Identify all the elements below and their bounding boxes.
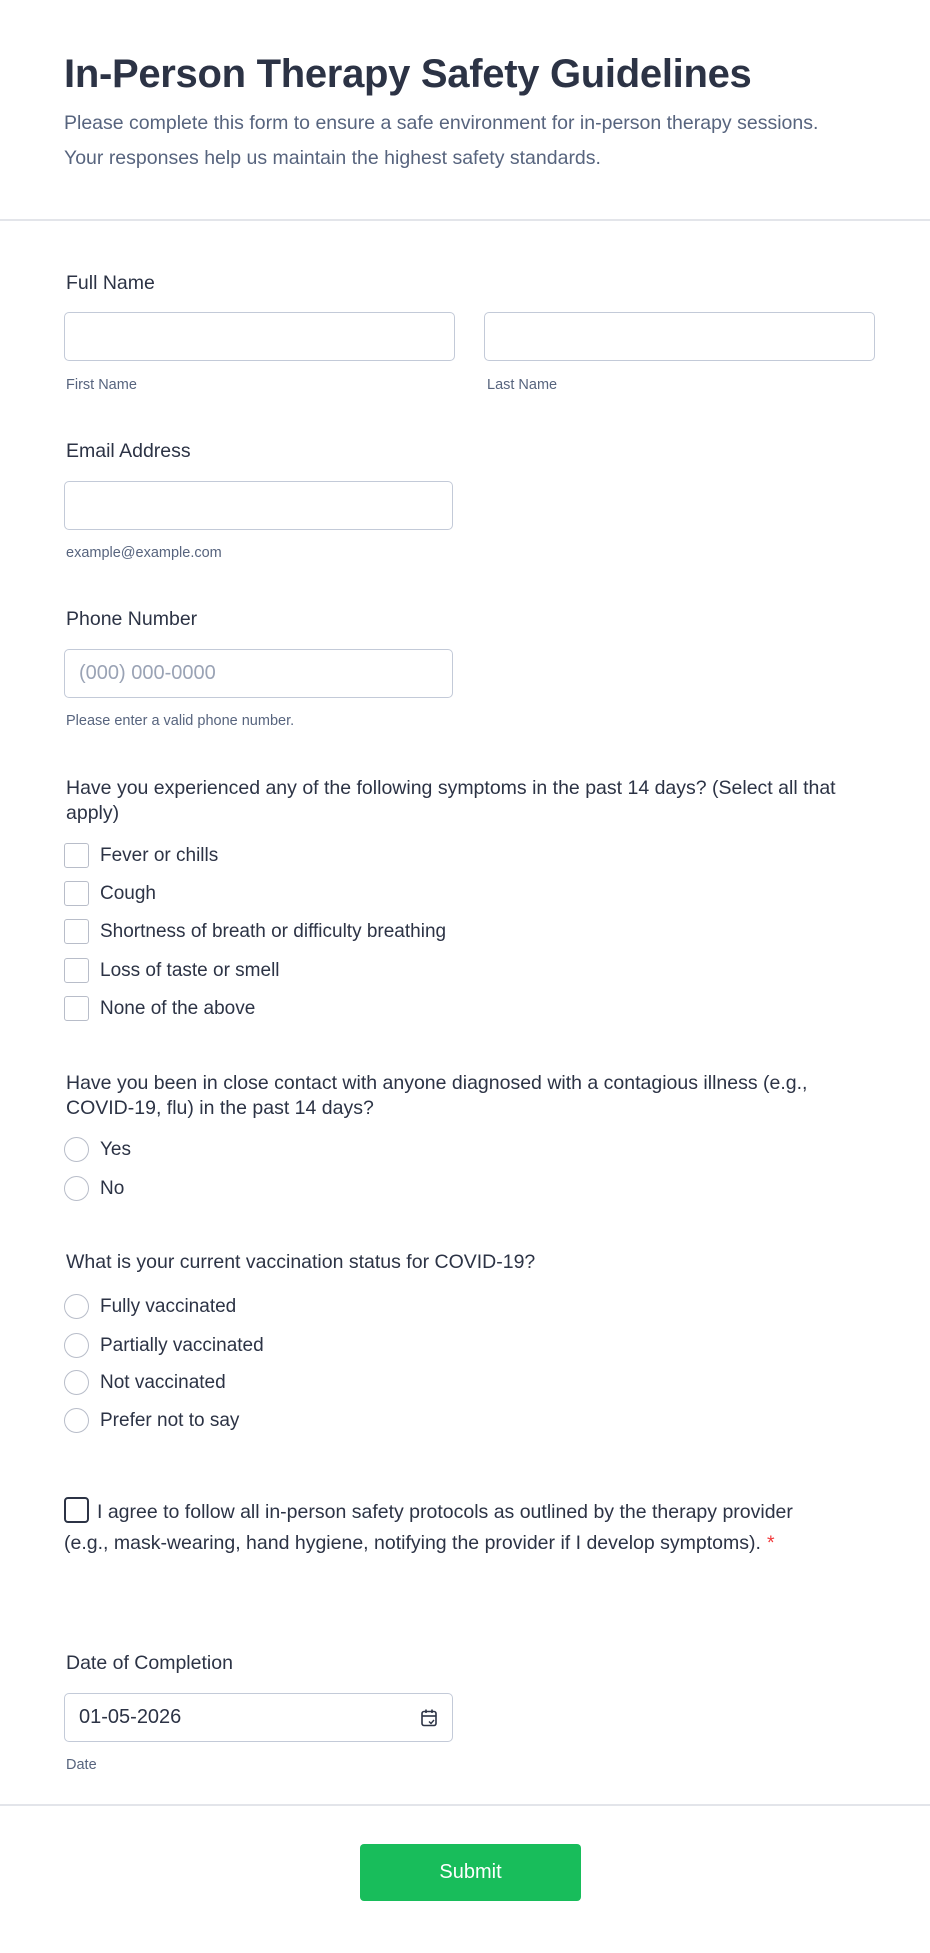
checkbox[interactable] [64, 958, 89, 983]
checkbox[interactable] [64, 919, 89, 944]
radio[interactable] [64, 1176, 89, 1201]
contact-option[interactable] [64, 1176, 124, 1201]
option-label: Loss of taste or smell [100, 959, 280, 981]
agreement-label: I agree to follow all in-person safety protocols as outlined by the therapy provider (e.g., mask-wearing, hand hygiene, notifying the provider if I develop symptoms). [64, 1501, 793, 1554]
checkbox[interactable] [64, 843, 89, 868]
radio[interactable] [64, 1294, 89, 1319]
symptoms-question: Have you experienced any of the following symptoms in the past 14 days? (Select all that apply) [66, 777, 836, 824]
calendar-icon[interactable] [420, 1708, 438, 1728]
page-subtitle: Please complete this form to ensure a safe environment for in-person therapy sessions. Your responses help us maintain the highest safety standards. [64, 112, 819, 169]
symptom-option[interactable] [64, 881, 156, 906]
date-input[interactable] [64, 1693, 453, 1742]
phone-label: Phone Number [66, 608, 198, 630]
vaccination-option[interactable] [64, 1408, 239, 1433]
radio[interactable] [64, 1408, 89, 1433]
option-label: None of the above [100, 997, 256, 1019]
email-sublabel: example@example.com [66, 545, 222, 561]
agreement-field [64, 1497, 794, 1559]
symptom-option[interactable] [64, 958, 280, 983]
date-value: 01-05-2026 [79, 1706, 182, 1728]
radio[interactable] [64, 1137, 89, 1162]
email-label: Email Address [66, 440, 191, 462]
footer-divider [0, 1804, 930, 1806]
full-name-label: Full Name [66, 272, 155, 294]
checkbox[interactable] [64, 996, 89, 1021]
submit-button[interactable]: Submit [360, 1844, 581, 1901]
email-input[interactable] [64, 481, 453, 530]
option-label: Partially vaccinated [100, 1334, 264, 1356]
header-divider [0, 219, 930, 221]
page-title: In-Person Therapy Safety Guidelines [64, 52, 752, 96]
symptom-option[interactable] [64, 919, 446, 944]
vaccination-option[interactable] [64, 1370, 226, 1395]
option-label: Not vaccinated [100, 1371, 226, 1393]
date-label: Date of Completion [66, 1652, 233, 1674]
option-label: Cough [100, 882, 156, 904]
option-label: Fully vaccinated [100, 1295, 237, 1317]
last-name-sublabel: Last Name [487, 377, 558, 393]
last-name-input[interactable] [484, 312, 875, 361]
option-label: Shortness of breath or difficulty breathing [100, 920, 447, 942]
phone-input[interactable] [64, 649, 453, 698]
checkbox[interactable] [64, 881, 89, 906]
phone-sublabel: Please enter a valid phone number. [66, 713, 295, 729]
phone-placeholder: (000) 000-0000 [79, 662, 216, 684]
radio[interactable] [64, 1370, 89, 1395]
contact-option[interactable] [64, 1137, 131, 1162]
agreement-checkbox[interactable] [64, 1497, 89, 1523]
vaccination-option[interactable] [64, 1294, 236, 1319]
symptom-option[interactable] [64, 843, 218, 868]
option-label: No [100, 1177, 125, 1199]
option-label: Prefer not to say [100, 1409, 240, 1431]
symptom-option[interactable] [64, 996, 255, 1021]
option-label: Yes [100, 1138, 131, 1160]
vaccination-option[interactable] [64, 1333, 264, 1358]
date-sublabel: Date [66, 1757, 97, 1773]
vaccination-question: What is your current vaccination status for COVID-19? [66, 1251, 536, 1273]
radio[interactable] [64, 1333, 89, 1358]
first-name-input[interactable] [64, 312, 455, 361]
option-label: Fever or chills [100, 844, 219, 866]
required-mark: * [766, 1532, 775, 1554]
contact-question: Have you been in close contact with anyone diagnosed with a contagious illness (e.g., COVID-19, flu) in the past 14 days? [66, 1072, 808, 1119]
first-name-sublabel: First Name [66, 377, 137, 393]
